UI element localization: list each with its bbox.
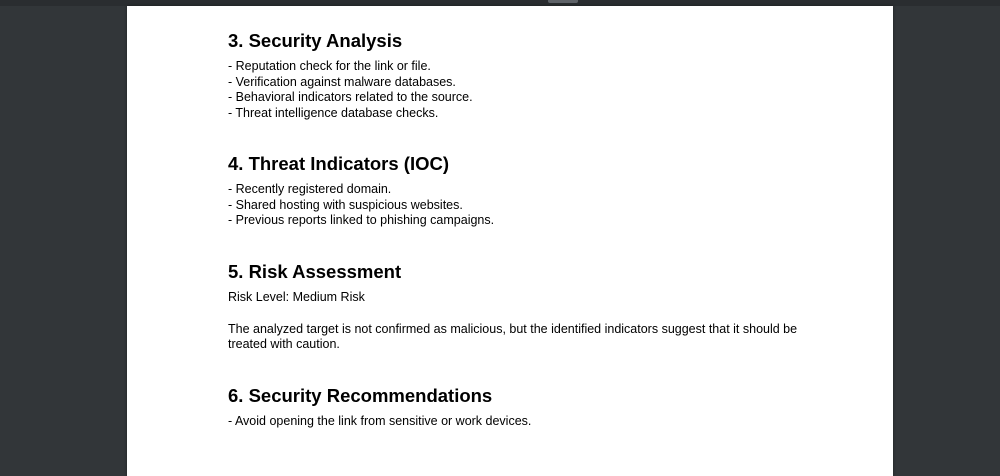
list-item: - Behavioral indicators related to the source. [228, 90, 473, 105]
list-item: - Avoid opening the link from sensitive or work devices. [228, 414, 532, 428]
document-page [127, 6, 893, 476]
bullet-list [228, 59, 473, 121]
list-item: - Shared hosting with suspicious websites. [228, 197, 463, 212]
section-heading: 3. Security Analysis [228, 30, 403, 51]
section-threat-indicators [228, 153, 494, 229]
risk-level-text: Risk Level: Medium Risk [228, 290, 365, 304]
section-security-recommendations [228, 385, 531, 430]
list-item: - Reputation check for the link or file. [228, 59, 431, 73]
section-heading: 6. Security Recommendations [228, 385, 493, 406]
horizontal-scrollbar-thumb[interactable] [548, 0, 578, 3]
list-item: - Previous reports linked to phishing campaigns. [228, 213, 495, 228]
section-heading: 4. Threat Indicators (IOC) [228, 153, 450, 174]
section-heading: 5. Risk Assessment [228, 261, 402, 282]
bullet-list [228, 182, 494, 229]
list-item: - Verification against malware databases. [228, 74, 456, 89]
section-security-analysis [228, 30, 473, 121]
bullet-list [228, 414, 531, 430]
section-risk-assessment [228, 261, 803, 353]
list-item: - Threat intelligence database checks. [228, 105, 439, 120]
risk-description: The analyzed target is not confirmed as malicious, but the identified indicators suggest that it should be treated with caution. [228, 321, 798, 352]
list-item: - Recently registered domain. [228, 182, 392, 196]
